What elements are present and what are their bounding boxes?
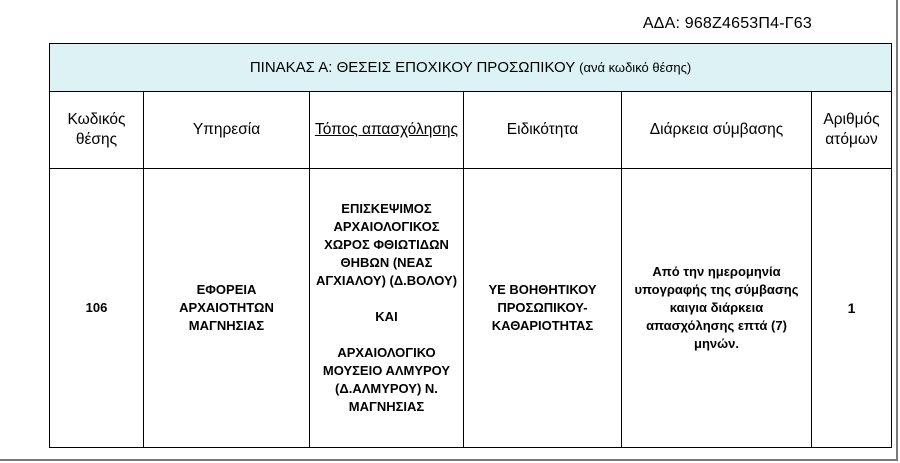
header-code: Κωδικός θέσης xyxy=(50,92,144,169)
header-specialty: Ειδικότητα xyxy=(464,92,622,169)
header-duration: Διάρκεια σύμβασης xyxy=(622,92,812,169)
header-count: Αριθμός ατόμων xyxy=(812,92,892,169)
cell-count: 1 xyxy=(812,169,892,448)
positions-table xyxy=(49,43,892,448)
table-header-row xyxy=(50,92,892,169)
table-title-row xyxy=(50,44,892,92)
table-title-sub: (ανά κωδικό θέσης) xyxy=(579,60,692,75)
ada-label: ΑΔΑ: 968Ζ4653Π4-Γ63 xyxy=(642,15,812,32)
table-title-main: ΠΙΝΑΚΑΣ Α: ΘΕΣΕΙΣ ΕΠΟΧΙΚΟΥ ΠΡΟΣΩΠΙΚΟΥ xyxy=(249,59,575,76)
header-service: Υπηρεσία xyxy=(144,92,310,169)
cell-duration: Από την ημερομηνία υπογραφής της σύμβασης καιγια διάρκεια απασχόλησης επτά (7) μηνών. xyxy=(622,169,812,448)
place-and: ΚΑΙ xyxy=(375,309,398,324)
cell-place xyxy=(310,169,464,448)
place-part1: ΕΠΙΣΚΕΨΙΜΟΣ ΑΡΧΑΙΟΛΟΓΙΚΟΣ ΧΩΡΟΣ ΦΘΙΩΤΙΔΩΝ ΘΗΒΩΝ (ΝΕΑΣ ΑΓΧΙΑΛΟΥ) (Δ.ΒΟΛΟΥ) xyxy=(315,201,458,288)
cell-service: ΕΦΟΡΕΙΑ ΑΡΧΑΙΟΤΗΤΩΝ ΜΑΓΝΗΣΙΑΣ xyxy=(144,169,310,448)
place-part2: ΑΡΧΑΙΟΛΟΓΙΚΟ ΜΟΥΣΕΙΟ ΑΛΜΥΡΟΥ (Δ.ΑΛΜΥΡΟΥ) Ν. ΜΑΓΝΗΣΙΑΣ xyxy=(322,345,451,414)
header-place: Τόπος απασχόλησης xyxy=(310,92,464,169)
table-row xyxy=(50,169,892,448)
table-title xyxy=(50,44,892,92)
cell-code: 106 xyxy=(50,169,144,448)
cell-specialty: ΥΕ ΒΟΗΘΗΤΙΚΟΥ ΠΡΟΣΩΠΙΚΟΥ-ΚΑΘΑΡΙΟΤΗΤΑΣ xyxy=(464,169,622,448)
